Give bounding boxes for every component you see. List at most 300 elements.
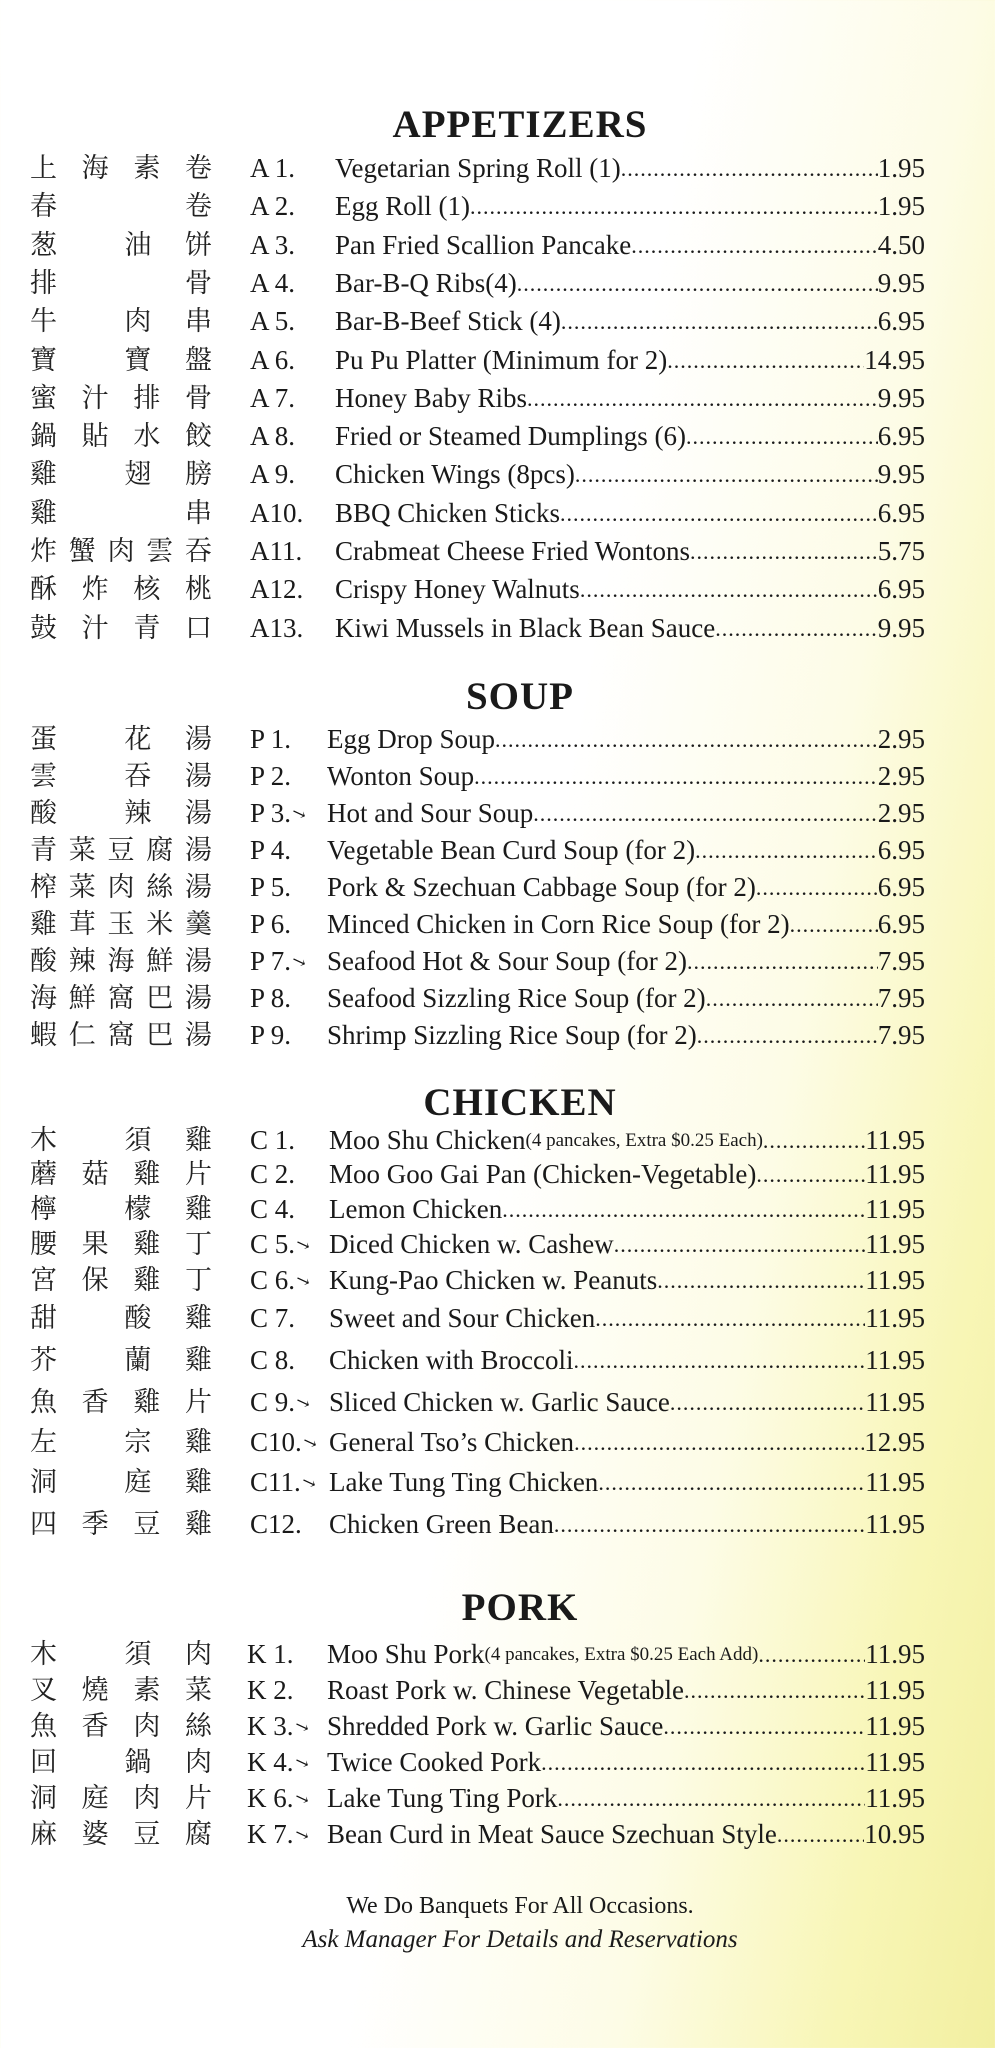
item-name: Seafood Sizzling Rice Soup (for 2)	[327, 983, 706, 1013]
dot-leader	[756, 1156, 865, 1193]
menu-item	[0, 303, 995, 340]
item-code-text: K 7.	[247, 1819, 294, 1849]
item-price: 9.95	[877, 383, 925, 413]
chili-pepper-icon: ↘	[289, 802, 310, 825]
item-code	[250, 456, 295, 493]
chili-pepper-icon: ↘	[293, 1391, 314, 1414]
item-price: 11.95	[865, 1265, 925, 1295]
item-description	[329, 1122, 925, 1159]
chinese-char: 菜	[68, 835, 96, 866]
chinese-name	[30, 1780, 212, 1817]
menu-item	[0, 1636, 995, 1673]
dot-leader	[686, 418, 878, 455]
item-name: Moo Goo Gai Pan (Chicken-Vegetable)	[329, 1159, 757, 1189]
chinese-char: 木	[30, 1125, 57, 1156]
chinese-char: 雞	[184, 1194, 212, 1225]
menu-item	[0, 1262, 995, 1299]
chinese-char: 回	[30, 1747, 57, 1778]
item-price: 6.95	[877, 421, 925, 451]
dot-leader	[756, 869, 878, 906]
item-description	[335, 456, 925, 493]
menu-item	[0, 795, 995, 832]
item-code-text: C 7.	[250, 1303, 296, 1333]
menu-item	[0, 758, 995, 795]
item-description	[335, 188, 925, 225]
chinese-char: 花	[124, 724, 152, 755]
chinese-char: 茸	[68, 909, 96, 940]
item-code-text: A 3.	[250, 230, 296, 260]
menu-item	[0, 943, 995, 980]
item-price: 2.95	[877, 798, 925, 828]
item-description	[329, 1342, 925, 1379]
chinese-char: 絲	[146, 872, 174, 903]
chinese-char: 炸	[30, 536, 57, 567]
chinese-char: 香	[81, 1711, 109, 1742]
item-price: 12.95	[864, 1427, 925, 1457]
item-price: 6.95	[877, 835, 925, 865]
dot-leader	[598, 1464, 865, 1501]
item-code-text: P 8.	[250, 983, 292, 1013]
chinese-char: 宮	[30, 1265, 57, 1296]
chinese-name	[30, 721, 212, 758]
chinese-char: 海	[30, 983, 57, 1014]
dot-leader	[706, 980, 878, 1017]
chinese-char: 雞	[133, 1159, 161, 1190]
chili-pepper-icon: ↘	[291, 1787, 312, 1810]
item-price: 9.95	[877, 613, 925, 643]
item-name: Honey Baby Ribs	[335, 383, 527, 413]
item-code	[250, 906, 291, 943]
chinese-char: 湯	[185, 872, 212, 903]
item-name: Chicken Wings (8pcs)	[335, 459, 575, 489]
item-name: Egg Roll (1)	[335, 191, 470, 221]
chinese-char: 肉	[107, 872, 135, 903]
chinese-char: 蘭	[124, 1345, 152, 1376]
item-price: 11.95	[865, 1229, 925, 1259]
chinese-char: 果	[81, 1229, 109, 1260]
item-code-text: K 4.	[247, 1747, 294, 1777]
item-code-text: C10.	[250, 1427, 302, 1457]
chinese-char: 貼	[81, 421, 109, 452]
item-code	[250, 1300, 295, 1337]
chinese-char: 排	[30, 268, 57, 299]
item-code	[250, 1342, 295, 1379]
chinese-char: 肉	[124, 306, 152, 337]
item-code-text: P 5.	[250, 872, 292, 902]
chinese-char: 雞	[184, 1467, 212, 1498]
item-description	[329, 1464, 925, 1501]
chinese-name	[30, 832, 212, 869]
chinese-char: 洞	[30, 1783, 57, 1814]
chinese-name	[30, 1156, 212, 1193]
item-code	[250, 721, 291, 758]
item-name: Roast Pork w. Chinese Vegetable	[327, 1675, 684, 1705]
item-code-text: C 8.	[250, 1345, 296, 1375]
menu-item	[0, 832, 995, 869]
item-code-text: K 6.	[247, 1783, 294, 1813]
chinese-char: 湯	[185, 1020, 212, 1051]
dot-leader	[470, 188, 878, 225]
item-name: Bean Curd in Meat Sauce Szechuan Style	[327, 1819, 777, 1849]
dot-leader	[574, 1424, 864, 1461]
chinese-char: 木	[30, 1639, 57, 1670]
chinese-char: 骨	[184, 383, 212, 414]
item-code-text: A12.	[250, 574, 304, 604]
item-price: 9.95	[877, 268, 925, 298]
item-price: 11.95	[865, 1125, 925, 1155]
item-price: 6.95	[877, 909, 925, 939]
dot-leader	[575, 456, 878, 493]
item-code-text: C12.	[250, 1509, 302, 1539]
chinese-name	[30, 1384, 212, 1421]
chinese-char: 魚	[30, 1387, 57, 1418]
item-code-text: C 9.	[250, 1387, 296, 1417]
chinese-char: 鮮	[68, 983, 96, 1014]
item-code	[247, 1672, 294, 1709]
chinese-char: 左	[30, 1427, 57, 1458]
item-code-text: P 3.	[250, 798, 292, 828]
chili-pepper-icon: ↘	[293, 1233, 314, 1256]
item-description	[329, 1226, 925, 1263]
menu-item	[0, 1506, 995, 1543]
item-description	[329, 1300, 925, 1337]
item-note: (4 pancakes, Extra $0.25 Each Add)	[484, 1644, 759, 1665]
menu-item	[0, 1226, 995, 1263]
item-name: Kung-Pao Chicken w. Peanuts	[329, 1265, 658, 1295]
chinese-name	[30, 265, 212, 302]
chinese-name	[30, 1262, 212, 1299]
item-price: 11.95	[865, 1159, 925, 1189]
item-code-text: P 9.	[250, 1020, 292, 1050]
chinese-char: 燒	[81, 1675, 109, 1706]
item-name: General Tso’s Chicken	[329, 1427, 575, 1457]
item-description	[329, 1384, 925, 1421]
chinese-char: 炸	[81, 574, 109, 605]
item-name: Shrimp Sizzling Rice Soup (for 2)	[327, 1020, 697, 1050]
item-name: Lake Tung Ting Chicken	[329, 1467, 599, 1497]
item-price: 9.95	[877, 459, 925, 489]
menu-item	[0, 571, 995, 608]
chinese-char: 檸	[30, 1194, 57, 1225]
chinese-char: 片	[184, 1387, 212, 1418]
reservation-note: Ask Manager For Details and Reservations	[302, 1926, 738, 1953]
item-description	[335, 418, 925, 455]
chinese-char: 絲	[184, 1711, 212, 1742]
item-code	[250, 1122, 295, 1159]
chinese-char: 丁	[184, 1229, 212, 1260]
dot-leader	[690, 533, 878, 570]
menu-item	[0, 456, 995, 493]
item-price: 5.75	[877, 536, 925, 566]
item-code-text: K 1.	[247, 1639, 294, 1669]
item-price: 11.95	[865, 1194, 925, 1224]
chinese-char: 青	[30, 835, 57, 866]
item-description	[327, 980, 925, 1017]
chinese-char: 油	[124, 230, 152, 261]
item-code-text: P 4.	[250, 835, 292, 865]
item-code	[250, 980, 291, 1017]
item-name: Chicken Green Bean	[329, 1509, 554, 1539]
item-price: 2.95	[877, 761, 925, 791]
chinese-char: 雞	[184, 1509, 212, 1540]
item-code-text: A 9.	[250, 459, 296, 489]
chinese-name	[30, 1672, 212, 1709]
chinese-name	[30, 227, 212, 264]
item-code-text: A 8.	[250, 421, 296, 451]
chinese-char: 上	[30, 153, 57, 184]
item-name: Bar-B-Beef Stick (4)	[335, 306, 561, 336]
item-code-text: C11.	[250, 1467, 301, 1497]
chinese-char: 素	[133, 153, 161, 184]
chinese-char: 仁	[68, 1020, 96, 1051]
chinese-name	[30, 456, 212, 493]
chinese-char: 膀	[184, 459, 212, 490]
chinese-char: 雞	[133, 1229, 161, 1260]
item-code	[250, 1262, 314, 1299]
chinese-name	[30, 1017, 212, 1054]
menu-item	[0, 906, 995, 943]
item-code	[250, 869, 291, 906]
chinese-name	[30, 1424, 212, 1461]
chinese-name	[30, 869, 212, 906]
chinese-char: 婆	[81, 1819, 109, 1850]
chinese-char: 巴	[146, 983, 174, 1014]
chinese-char: 菜	[184, 1675, 212, 1706]
item-price: 6.95	[877, 872, 925, 902]
item-code-text: P 7.	[250, 946, 292, 976]
chinese-char: 辣	[124, 798, 152, 829]
item-code	[250, 342, 295, 379]
dot-leader	[697, 1017, 878, 1054]
dot-leader	[573, 1342, 865, 1379]
item-code-text: A 7.	[250, 383, 296, 413]
dot-leader	[695, 832, 878, 869]
item-description	[327, 1780, 925, 1817]
chinese-char: 肉	[184, 1747, 212, 1778]
item-name: Lemon Chicken	[329, 1194, 503, 1224]
chinese-name	[30, 188, 212, 225]
chili-pepper-icon: ↘	[291, 1751, 312, 1774]
chinese-name	[30, 795, 212, 832]
chinese-name	[30, 495, 212, 532]
menu-item	[0, 1744, 995, 1781]
item-code-text: A11.	[250, 536, 303, 566]
item-price: 11.95	[865, 1387, 925, 1417]
item-code-text: C 5.	[250, 1229, 296, 1259]
item-code-text: A10.	[250, 498, 304, 528]
chinese-char: 肉	[133, 1711, 161, 1742]
chinese-name	[30, 1506, 212, 1543]
item-code	[250, 571, 303, 608]
item-code-text: A 5.	[250, 306, 296, 336]
item-price: 6.95	[877, 498, 925, 528]
chinese-char: 汁	[81, 383, 109, 414]
item-price: 11.95	[865, 1675, 925, 1705]
chinese-char: 片	[184, 1783, 212, 1814]
chinese-char: 檬	[124, 1194, 152, 1225]
item-description	[327, 758, 925, 795]
chinese-char: 菜	[68, 872, 96, 903]
item-name: Seafood Hot & Sour Soup (for 2)	[327, 946, 687, 976]
item-name: Pork & Szechuan Cabbage Soup (for 2)	[327, 872, 756, 902]
menu-item	[0, 1342, 995, 1379]
menu-item	[0, 869, 995, 906]
item-price: 11.95	[865, 1711, 925, 1741]
menu-item	[0, 1464, 995, 1501]
menu-item	[0, 610, 995, 647]
item-name: Sliced Chicken w. Garlic Sauce	[329, 1387, 670, 1417]
chinese-name	[30, 943, 212, 980]
section-title: PORK	[461, 1586, 579, 1629]
menu-item	[0, 188, 995, 225]
item-price: 11.95	[865, 1303, 925, 1333]
section-title: APPETIZERS	[392, 103, 648, 146]
item-note: (4 pancakes, Extra $0.25 Each)	[525, 1130, 763, 1151]
dot-leader	[667, 342, 864, 379]
chinese-char: 芥	[30, 1345, 57, 1376]
chinese-char: 四	[30, 1509, 57, 1540]
menu-item	[0, 1017, 995, 1054]
chinese-char: 香	[81, 1387, 109, 1418]
chinese-char: 魚	[30, 1711, 57, 1742]
item-description	[327, 1708, 925, 1745]
item-price: 11.95	[865, 1509, 925, 1539]
dot-leader	[657, 1262, 865, 1299]
item-price: 10.95	[864, 1819, 925, 1849]
chinese-char: 寶	[124, 345, 152, 376]
chinese-char: 肉	[184, 1639, 212, 1670]
menu-item	[0, 342, 995, 379]
chili-pepper-icon: ↘	[289, 950, 310, 973]
chinese-name	[30, 571, 212, 608]
item-name: Moo Shu Chicken	[329, 1125, 526, 1155]
chinese-char: 雞	[184, 1427, 212, 1458]
chinese-char: 巴	[146, 1020, 174, 1051]
section-title: SOUP	[465, 675, 574, 718]
chinese-char: 寶	[30, 345, 57, 376]
dot-leader	[533, 795, 877, 832]
chinese-char: 腐	[146, 835, 174, 866]
menu-item	[0, 1191, 995, 1228]
item-name: Moo Shu Pork	[327, 1639, 485, 1669]
dot-leader	[670, 1384, 865, 1421]
chinese-char: 湯	[185, 983, 212, 1014]
item-description	[329, 1262, 925, 1299]
item-code-text: P 1.	[250, 724, 292, 754]
menu-item	[0, 980, 995, 1017]
item-price: 7.95	[877, 946, 925, 976]
chinese-char: 辣	[68, 946, 96, 977]
item-name: Pu Pu Platter (Minimum for 2)	[335, 345, 668, 375]
chinese-char: 青	[133, 613, 161, 644]
chinese-char: 窩	[107, 1020, 135, 1051]
item-name: Crispy Honey Walnuts	[335, 574, 580, 604]
item-code	[250, 610, 303, 647]
chinese-char: 春	[30, 191, 57, 222]
chinese-char: 酥	[30, 574, 57, 605]
chili-pepper-icon: ↘	[293, 1269, 314, 1292]
item-code	[250, 1156, 295, 1193]
chinese-char: 雞	[184, 1125, 212, 1156]
menu-item	[0, 150, 995, 187]
item-name: Shredded Pork w. Garlic Sauce	[327, 1711, 664, 1741]
item-code-text: P 2.	[250, 761, 292, 791]
item-description	[335, 610, 925, 647]
item-name: Wonton Soup	[327, 761, 475, 791]
item-name: Twice Cooked Pork	[327, 1747, 542, 1777]
item-price: 11.95	[865, 1639, 925, 1669]
chinese-char: 雞	[184, 1303, 212, 1334]
chili-pepper-icon: ↘	[299, 1431, 320, 1454]
item-description	[327, 1017, 925, 1054]
item-name: Sweet and Sour Chicken	[329, 1303, 596, 1333]
chinese-char: 雞	[133, 1387, 161, 1418]
chinese-char: 叉	[30, 1675, 57, 1706]
chili-pepper-icon: ↘	[291, 1823, 312, 1846]
chinese-char: 核	[133, 574, 161, 605]
item-code-text: A 4.	[250, 268, 296, 298]
item-code	[247, 1636, 294, 1673]
chinese-name	[30, 1191, 212, 1228]
menu-item	[0, 495, 995, 532]
item-code	[250, 832, 291, 869]
item-code	[250, 1226, 314, 1263]
item-code	[250, 1424, 320, 1461]
dot-leader	[557, 1780, 865, 1817]
item-price: 11.95	[865, 1467, 925, 1497]
chili-pepper-icon: ↘	[298, 1471, 319, 1494]
menu-item	[0, 1816, 995, 1853]
menu-item	[0, 721, 995, 758]
chinese-char: 串	[184, 306, 212, 337]
item-price: 6.95	[877, 574, 925, 604]
chinese-name	[30, 906, 212, 943]
item-code-text: C 6.	[250, 1265, 296, 1295]
item-name: BBQ Chicken Sticks	[335, 498, 561, 528]
item-price: 1.95	[877, 191, 925, 221]
chinese-char: 洞	[30, 1467, 57, 1498]
dot-leader	[560, 495, 878, 532]
item-price: 2.95	[877, 724, 925, 754]
item-code	[250, 795, 310, 832]
item-description	[327, 869, 925, 906]
chinese-char: 雞	[184, 1345, 212, 1376]
chinese-char: 蛋	[30, 724, 57, 755]
chinese-char: 肉	[107, 536, 135, 567]
chinese-name	[30, 1636, 212, 1673]
chinese-char: 吞	[124, 761, 152, 792]
chinese-name	[30, 418, 212, 455]
chinese-name	[30, 758, 212, 795]
item-code	[250, 533, 302, 570]
item-code	[247, 1816, 312, 1853]
item-name: Lake Tung Ting Pork	[327, 1783, 558, 1813]
menu-item	[0, 1424, 995, 1461]
chinese-char: 湯	[184, 798, 212, 829]
item-code-text: P 6.	[250, 909, 292, 939]
chinese-char: 鮮	[146, 946, 174, 977]
item-name: Pan Fried Scallion Pancake	[335, 230, 632, 260]
item-description	[335, 342, 925, 379]
item-description	[335, 303, 925, 340]
chinese-name	[30, 1744, 212, 1781]
item-description	[329, 1424, 925, 1461]
chinese-name	[30, 380, 212, 417]
item-code-text: A 2.	[250, 191, 296, 221]
item-description	[329, 1506, 925, 1543]
chinese-char: 玉	[107, 909, 135, 940]
item-description	[335, 571, 925, 608]
